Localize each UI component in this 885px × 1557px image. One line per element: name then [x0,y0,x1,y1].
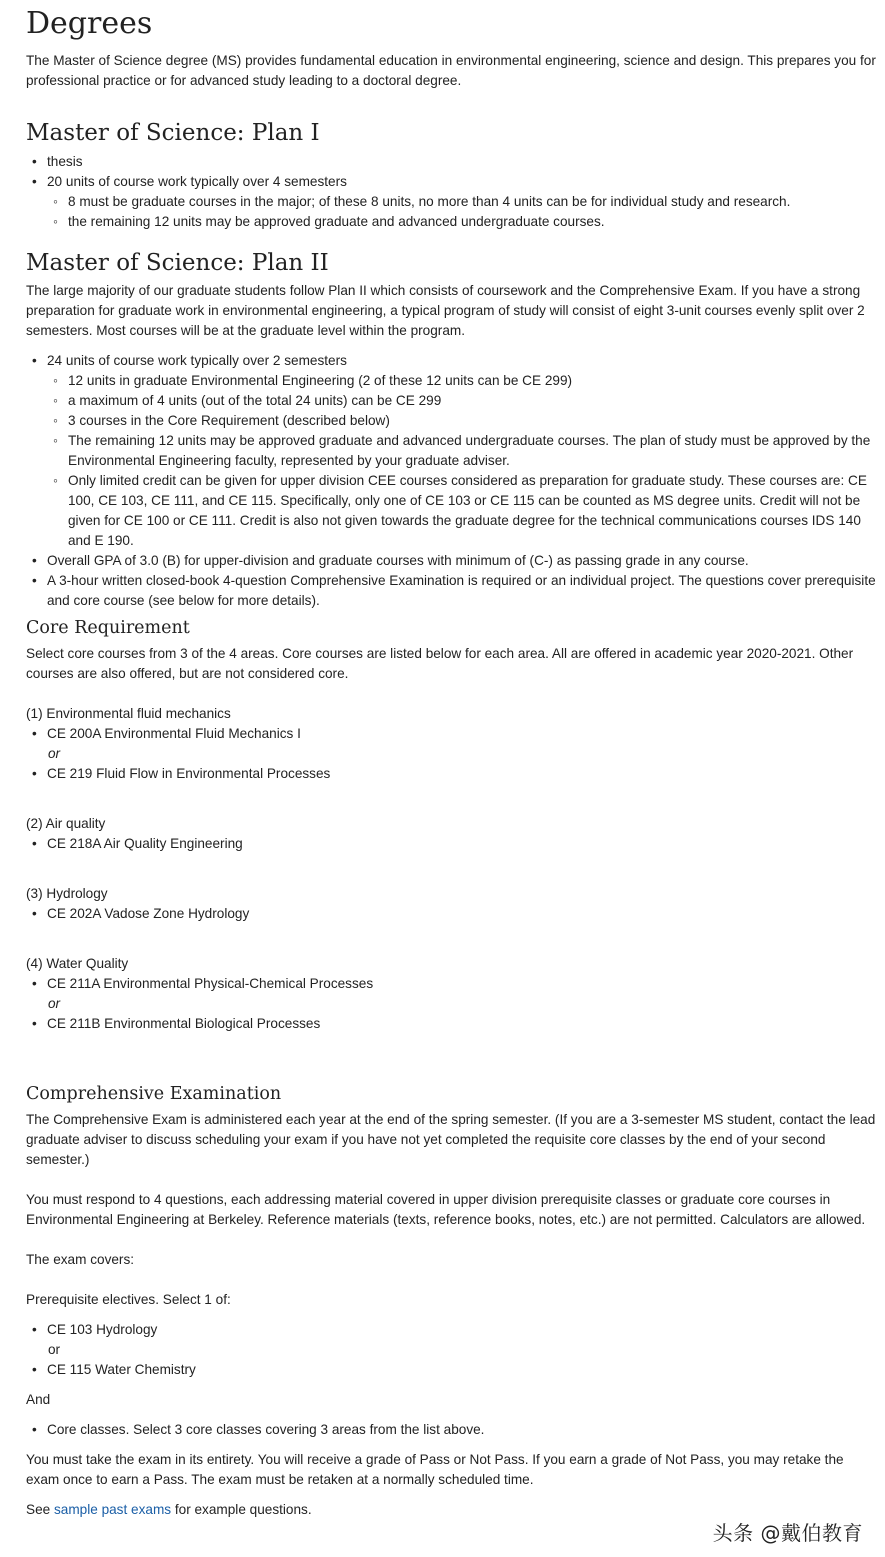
course-item: • CE 218A Air Quality Engineering [47,834,876,854]
exam-heading: Comprehensive Examination [26,1084,282,1104]
area-label: (4) Water Quality [26,956,129,971]
core-area-2 [26,814,876,854]
area-courses [26,764,876,784]
or-text: or [48,1342,61,1357]
list-item: • 20 units of course work typically over 4 semesters ◦ 8 must be graduate courses in the major; of these 8 units, no more than 4 units can be for individual study and research. ◦ the remaining 12 units may be approved graduate and advanced undergraduate courses. [47,172,876,232]
sample-exams-line: See sample past exams for example questions. [26,1502,312,1517]
course-item: • CE 219 Fluid Flow in Environmental Processes [47,764,876,784]
exam-paragraph: The exam covers: [26,1252,135,1267]
list-item: • Core classes. Select 3 core classes covering 3 areas from the list above. [47,1420,876,1440]
plan1-sublist [47,192,876,232]
area-label: (1) Environmental fluid mechanics [26,706,231,721]
plan2-intro: The large majority of our graduate students follow Plan II which consists of coursework and the Comprehensive Exam. If you have a strong preparation for graduate work in environmental engineering, a typical program of study will consist of eight 3-unit courses evenly split over 2 semesters. Most courses will be at the graduate level within the program. [26,283,865,338]
area-courses [26,834,876,854]
course-item: • CE 211A Environmental Physical-Chemical Processes [47,974,876,994]
plan2-list [26,351,876,611]
exam-paragraph: You must respond to 4 questions, each addressing material covered in upper division prerequisite classes or graduate core courses in Environmental Engineering at Berkeley. Reference materials (texts, reference books, notes, etc.) are not permitted. Calculators are allowed. [26,1192,866,1227]
area-courses [26,1014,876,1034]
plan2-sublist [47,371,876,551]
intro-paragraph: The Master of Science degree (MS) provides fundamental education in environmental engineering, science and design. This prepares you for professional practice or for advanced study leading to a doctoral degree. [26,53,876,88]
exam-paragraph: Prerequisite electives. Select 1 of: [26,1292,231,1307]
list-item: ◦ the remaining 12 units may be approved graduate and advanced undergraduate courses. [68,212,876,232]
plan2-heading: Master of Science: Plan II [26,250,329,276]
sample-exams-link[interactable]: sample past exams [53,1502,172,1517]
core-area-1 [26,704,876,784]
list-item: • 24 units of course work typically over 2 semesters ◦ 12 units in graduate Environmental Engineering (2 of these 12 units can be CE 299) ◦ a maximum of 4 units (out of the total 24 units) can be CE 299 ◦ 3 courses in the Core Requirement (described below) ◦ The remaining 12 units may be approved graduate and advanced undergraduate courses. The plan of study must be approved by the Environmental Engineering faculty, represented by your graduate adviser. ◦ Only limited credit can be given for upper division CEE courses considered as preparation for graduate study. These courses are: CE 100, CE 103, CE 111, and CE 115. Specifically, only one of CE 103 or CE 115 can be counted as MS degree units. Credit will not be given for CE 100 or CE 111. Credit is also not given towards the graduate degree for the technical communications courses IDS 140 and E 190. [47,351,876,551]
plan1-heading: Master of Science: Plan I [26,120,320,146]
watermark: 头条 @戴伯教育 [712,1521,863,1545]
list-item: • thesis [47,152,876,172]
exam-paragraph: The Comprehensive Exam is administered each year at the end of the spring semester. (If you are a 3-semester MS student, contact the lead graduate adviser to discuss scheduling your exam if you have not yet completed the requisite core classes by the end of your second semester.) [26,1112,876,1167]
area-label: (2) Air quality [26,816,106,831]
area-courses [26,724,876,744]
area-label: (3) Hydrology [26,886,108,901]
plan1-list [26,152,876,232]
exam-paragraph: You must take the exam in its entirety. You will receive a grade of Pass or Not Pass. If you earn a grade of Not Pass, you may retake the exam once to earn a Pass. The exam must be retaken at a normally scheduled time. [26,1452,844,1487]
list-item: ◦ 8 must be graduate courses in the major; of these 8 units, no more than 4 units can be for individual study and research. [68,192,876,212]
list-item: • Overall GPA of 3.0 (B) for upper-division and graduate courses with minimum of (C-) as passing grade in any course. [47,551,876,571]
core-area-4 [26,954,876,1034]
course-item: • CE 115 Water Chemistry [47,1360,876,1380]
core-intro: Select core courses from 3 of the 4 areas. Core courses are listed below for each area. All are offered in academic year 2020-2021. Other courses are also offered, but are not considered core. [26,646,854,681]
or-text: or [48,746,61,761]
area-courses [26,974,876,994]
core-area-3 [26,884,876,924]
area-courses [26,904,876,924]
course-item: • CE 200A Environmental Fluid Mechanics I [47,724,876,744]
prereq-list [26,1320,876,1340]
list-item: ◦ a maximum of 4 units (out of the total 24 units) can be CE 299 [68,391,876,411]
course-item: • CE 103 Hydrology [47,1320,876,1340]
list-item: • A 3-hour written closed-book 4-question Comprehensive Examination is required or an individual project. The questions cover prerequisite and core course (see below for more details). [47,571,876,611]
list-item: ◦ Only limited credit can be given for upper division CEE courses considered as preparation for graduate study. These courses are: CE 100, CE 103, CE 111, and CE 115. Specifically, only one of CE 103 or CE 115 can be counted as MS degree units. Credit will not be given for CE 100 or CE 111. Credit is also not given towards the graduate degree for the technical communications courses IDS 140 and E 190. [68,471,876,551]
course-item: • CE 211B Environmental Biological Processes [47,1014,876,1034]
core-heading: Core Requirement [26,618,190,638]
page-content [26,0,876,1520]
or-text: or [48,996,61,1011]
prereq-list [26,1360,876,1380]
and-text: And [26,1392,51,1407]
list-item: ◦ 12 units in graduate Environmental Engineering (2 of these 12 units can be CE 299) [68,371,876,391]
page-title: Degrees [26,6,153,41]
course-item: • CE 202A Vadose Zone Hydrology [47,904,876,924]
list-item: ◦ The remaining 12 units may be approved graduate and advanced undergraduate courses. The plan of study must be approved by the Environmental Engineering faculty, represented by your graduate adviser. [68,431,876,471]
core-classes-list [26,1420,876,1440]
list-item: ◦ 3 courses in the Core Requirement (described below) [68,411,876,431]
